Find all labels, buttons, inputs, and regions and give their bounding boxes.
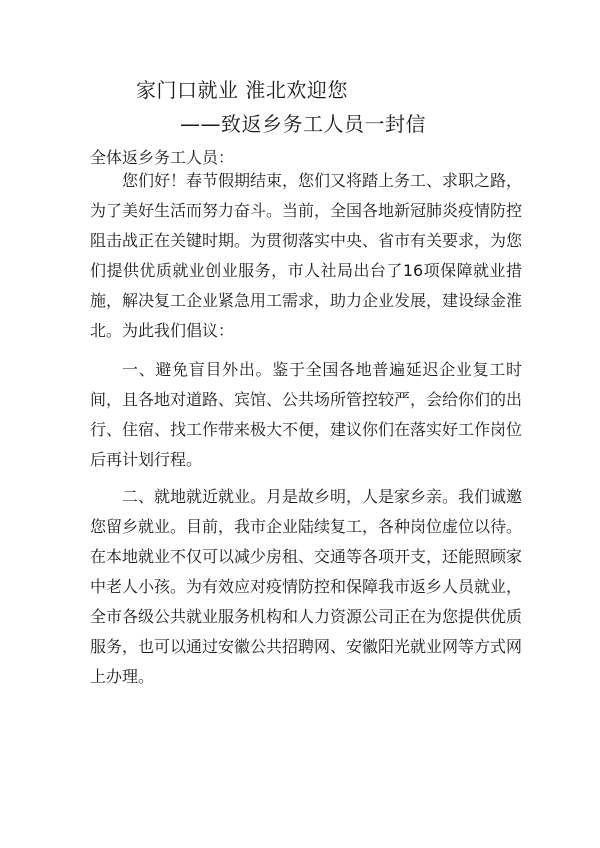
letter-title: 家门口就业 淮北欢迎您: [136, 78, 348, 102]
paragraph-greeting: 您们好！春节假期结束，您们又将踏上务工、求职之路，为了美好生活而努力奋斗。当前，全国各地新冠肺炎疫情防控阻击战正在关键时期。为贯彻落实中央、省市有关要求，为您们提供优质就业创业服务，市人社局出台了16项保障就业措施，解决复工企业紧急用工需求，助力企业发展，建设绿金淮北。为此我们倡议：: [90, 171, 523, 340]
letter-subtitle: ——致返乡务工人员一封信: [180, 112, 426, 136]
paragraph-local-employment: 二、就地就近就业。月是故乡明，人是家乡亲。我们诚邀您留乡就业。目前，我市企业陆续复工，各种岗位虚位以待。在本地就业不仅可以减少房租、交通等各项开支，还能照顾家中老人小孩。为有效应对疫情防控和保障我市返乡人员就业，全市各级公共就业服务机构和人力资源公司正在为您提供优质服务，也可以通过安徽公共招聘网、安徽阳光就业网等方式网上办理。: [90, 487, 523, 686]
paragraph-avoid-travel: 一、避免盲目外出。鉴于全国各地普遍延迟企业复工时间，且各地对道路、宾馆、公共场所管控较严，会给你们的出行、住宿、找工作带来极大不便，建议你们在落实好工作岗位后再计划行程。: [90, 360, 523, 469]
letter-salutation: 全体返乡务工人员：: [90, 148, 235, 167]
